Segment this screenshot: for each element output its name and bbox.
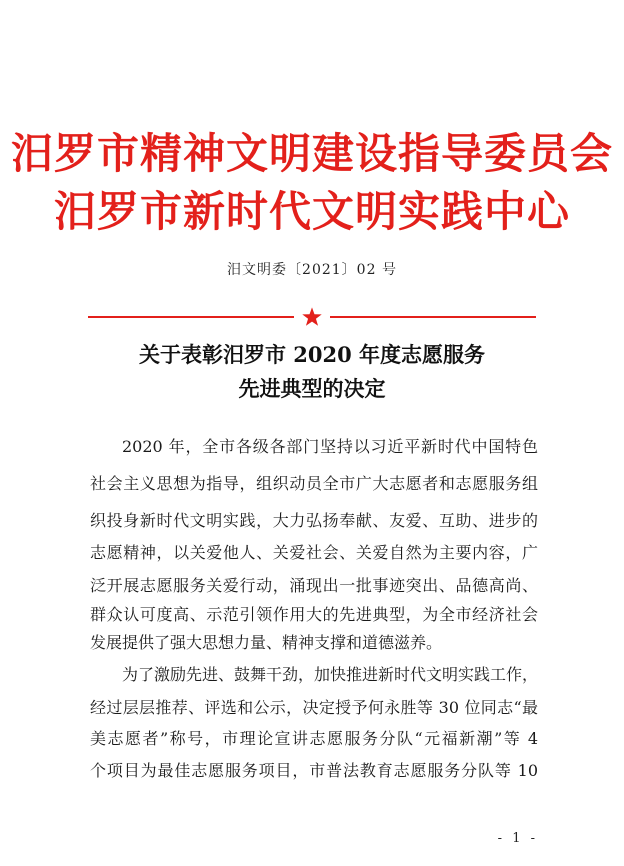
issuing-org-line-2: 汨罗市新时代文明实践中心 <box>53 187 570 236</box>
body-text-line: 发展提供了强大思想力量、精神支撑和道德滋养。 <box>90 633 443 652</box>
body-text-line: 群众认可度高、示范引领作用大的先进典型，为全市经济社会 <box>90 605 538 624</box>
body-text-line: 2020 年，全市各级各部门坚持以习近平新时代中国特色 <box>122 437 538 456</box>
body-text-line: 织投身新时代文明实践，大力弘扬奉献、友爱、互助、进步的 <box>90 511 538 530</box>
body-text-line: 美志愿者”称号，市理论宣讲志愿服务分队“元福新潮”等 4 <box>90 729 538 748</box>
body-text-line: 个项目为最佳志愿服务项目，市普法教育志愿服务分队等 10 <box>90 761 538 780</box>
body-text-line: 泛开展志愿服务关爱行动，涌现出一批事迹突出、品德高尚、 <box>90 576 538 595</box>
body-text-line: 为了激励先进、鼓舞干劲，加快推进新时代文明实践工作， <box>122 665 539 684</box>
decision-title-line-2: 先进典型的决定 <box>238 376 386 401</box>
body-text-line: 经过层层推荐、评选和公示，决定授予何永胜等 30 位同志“最 <box>90 698 538 717</box>
document-number: 汨文明委〔2021〕02 号 <box>227 262 397 278</box>
body-text-line: 志愿精神，以关爱他人、关爱社会、关爱自然为主要内容，广 <box>90 543 538 562</box>
red-header-divider <box>88 310 536 324</box>
divider-rule-right <box>330 316 536 318</box>
body-text-line: 社会主义思想为指导，组织动员全市广大志愿者和志愿服务组 <box>90 474 538 493</box>
decision-title-line-1: 关于表彰汨罗市 2020 年度志愿服务 <box>138 342 486 367</box>
red-star-icon <box>301 306 323 328</box>
issuing-org-line-1: 汨罗市精神文明建设指导委员会 <box>10 129 613 178</box>
page-number: - 1 - <box>497 831 538 846</box>
divider-rule-left <box>88 316 294 318</box>
